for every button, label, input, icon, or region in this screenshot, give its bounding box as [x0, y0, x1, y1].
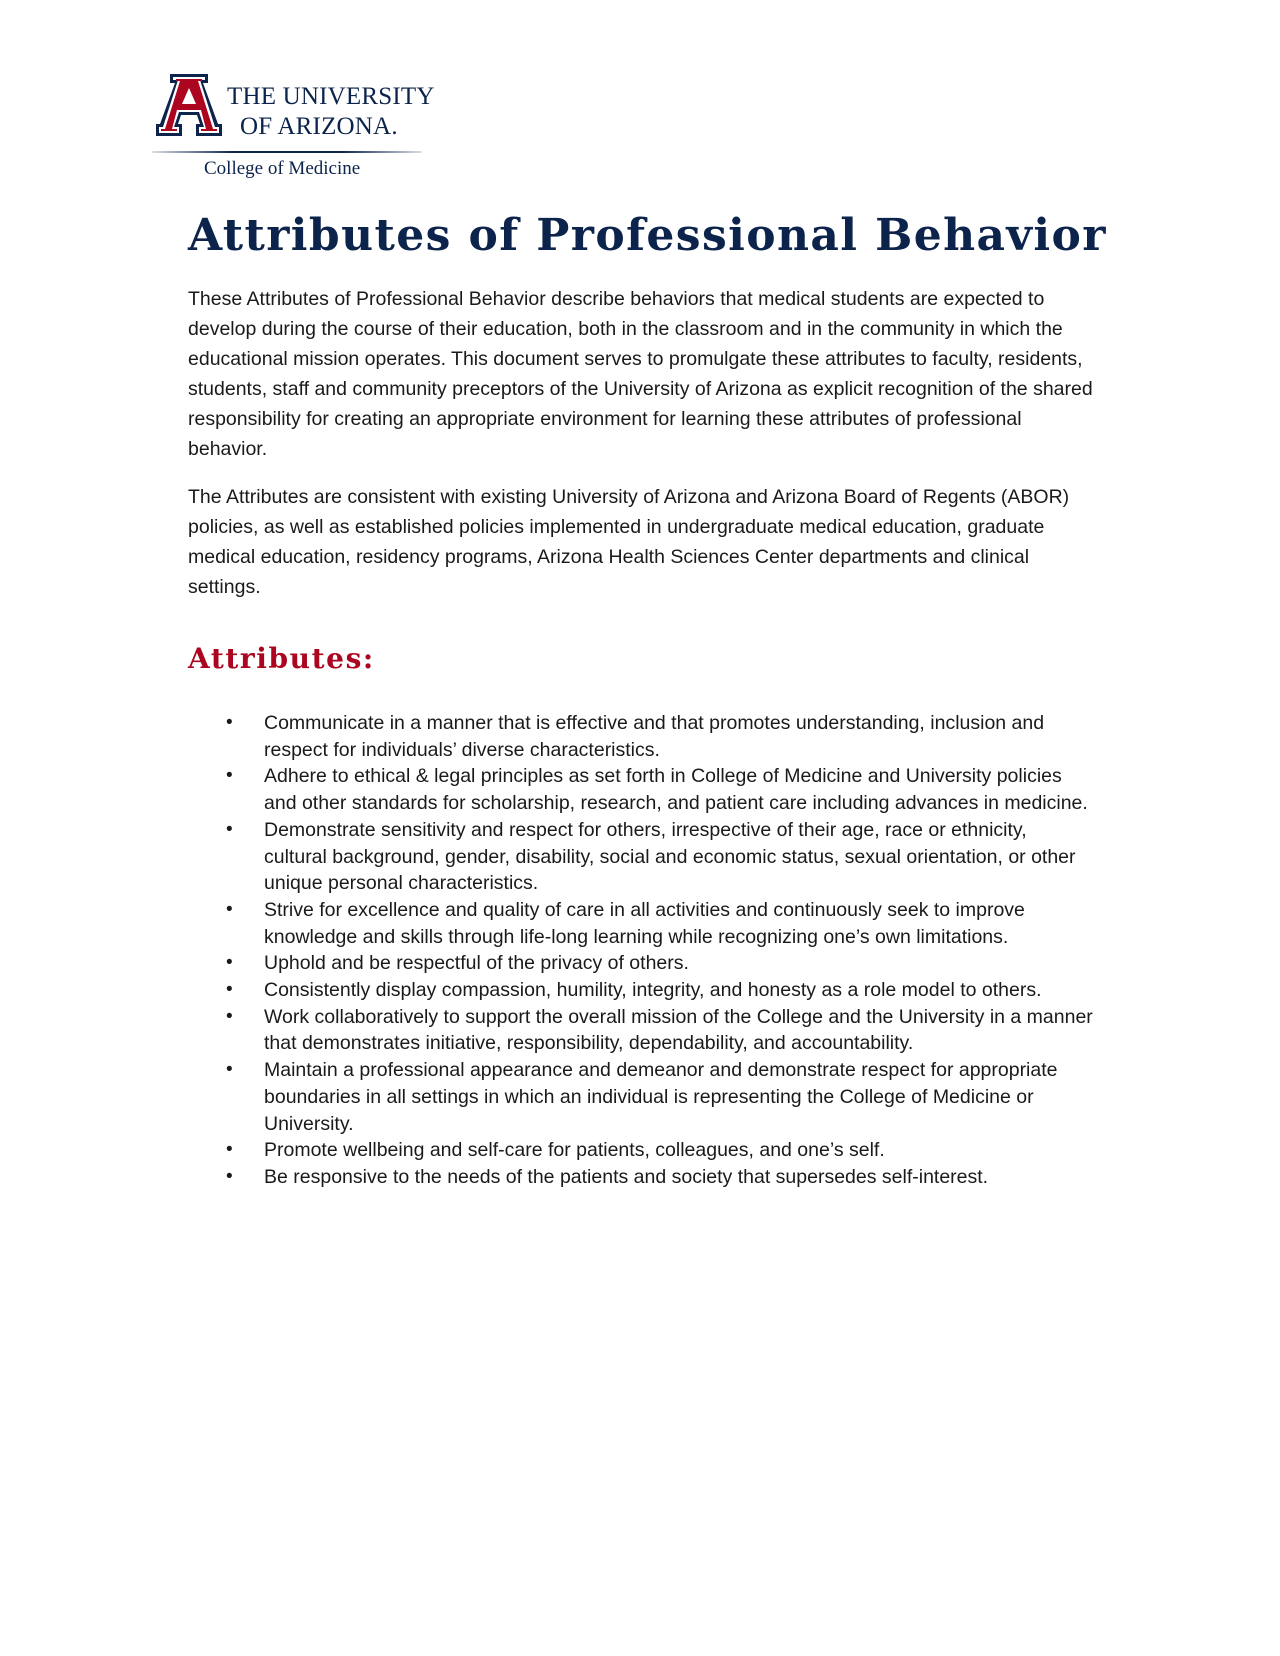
list-item	[188, 710, 1093, 763]
list-item-text: Promote wellbeing and self-care for patients, colleagues, and one’s self.	[264, 1139, 885, 1162]
logo-arizona-text: OF ARIZONA.	[240, 113, 398, 140]
list-item	[188, 897, 1093, 950]
list-item	[188, 1137, 1093, 1164]
bullet-icon: •	[226, 1165, 233, 1187]
university-logo	[152, 74, 435, 184]
list-item-text: Be responsive to the needs of the patients and society that supersedes self-interest.	[264, 1165, 989, 1188]
list-item-text: Work collaboratively to support the overall mission of the College and the University in a manner that demonstrates initiative, responsibility, dependability, and accountability.	[264, 1005, 1093, 1055]
list-item	[188, 1057, 1093, 1137]
list-item-text: Maintain a professional appearance and demeanor and demonstrate respect for appropriate boundaries in all settings in which an individual is representing the College of Medicine or University.	[264, 1059, 1058, 1135]
list-item-text: Communicate in a manner that is effective and that promotes understanding, inclusion and respect for individuals’ diverse characteristics.	[264, 712, 1045, 761]
bullet-icon: •	[226, 1005, 233, 1027]
list-item	[188, 977, 1093, 1004]
block-a-logo-icon	[156, 74, 222, 136]
logo-college-text: College of Medicine	[204, 158, 361, 179]
list-item	[188, 817, 1093, 897]
list-item	[188, 1004, 1093, 1057]
list-item-text: Consistently display compassion, humility, integrity, and honesty as a role model to others.	[264, 979, 1042, 1002]
page-title: Attributes of Professional Behavior	[188, 210, 1107, 261]
logo-university-text: THE UNIVERSITY	[227, 83, 435, 110]
list-item-text: Strive for excellence and quality of care in all activities and continuously seek to improve knowledge and skills through life-long learning while recognizing one’s own limitations.	[264, 898, 1025, 948]
bullet-icon: •	[226, 712, 233, 733]
list-item-text: Adhere to ethical & legal principles as set forth in College of Medicine and University policies and other standards for scholarship, research, and patient care including advances in medicine.	[264, 765, 1088, 815]
bullet-icon: •	[226, 979, 233, 1001]
list-item	[188, 950, 1093, 977]
list-item-text: Uphold and be respectful of the privacy of others.	[264, 952, 689, 975]
bullet-icon: •	[226, 1059, 233, 1081]
logo-divider	[152, 151, 422, 153]
attributes-heading: Attributes:	[188, 642, 375, 675]
policy-paragraph: The Attributes are consistent with existing University of Arizona and Arizona Board of Regents (ABOR) policies, as well as established policies implemented in undergraduate medical education, graduate medical education, residency programs, Arizona Health Sciences Center departments and clinical settings.	[188, 486, 1070, 598]
intro-paragraph: These Attributes of Professional Behavior describe behaviors that medical students are expected to develop during the course of their education, both in the classroom and in the community in which the educational mission operates. This document serves to promulgate these attributes to faculty, residents, students, staff and community preceptors of the University of Arizona as explicit recognition of the shared responsibility for creating an appropriate environment for learning these attributes of professional behavior.	[188, 288, 1093, 460]
list-item	[188, 1164, 1093, 1191]
list-item-text: Demonstrate sensitivity and respect for others, irrespective of their age, race or ethnicity, cultural background, gender, disability, social and economic status, sexual orientation, or other unique personal characteristics.	[264, 818, 1076, 895]
bullet-icon: •	[226, 818, 233, 840]
bullet-icon: •	[226, 765, 233, 787]
attributes-list	[188, 710, 1093, 1191]
bullet-icon: •	[226, 1139, 233, 1161]
list-item	[188, 763, 1093, 816]
bullet-icon: •	[226, 898, 233, 920]
bullet-icon: •	[226, 952, 233, 974]
